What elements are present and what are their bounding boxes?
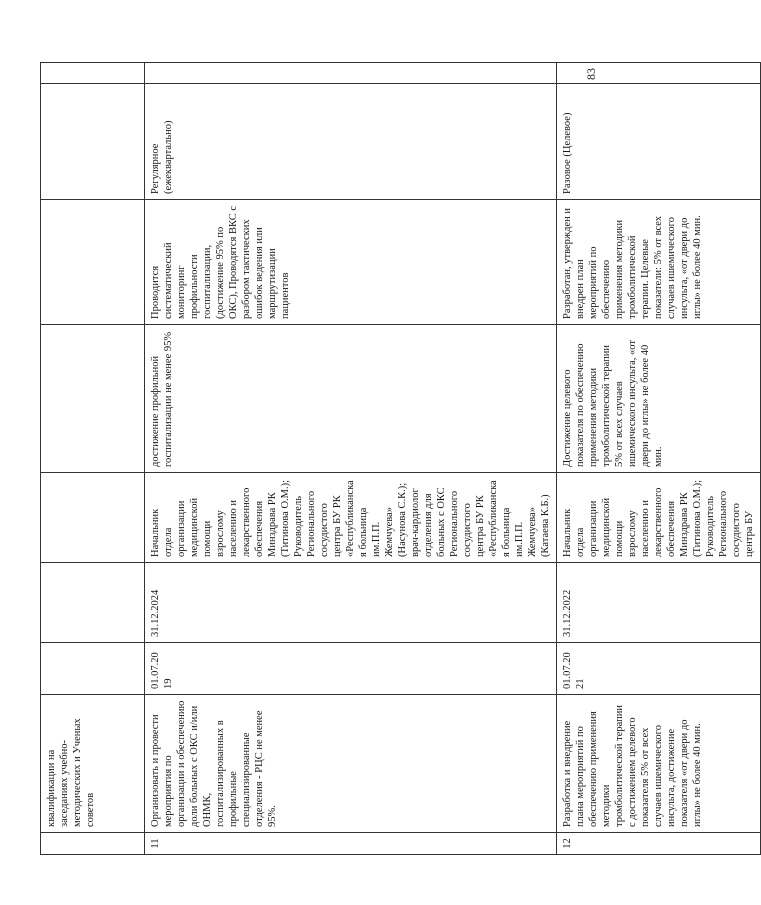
cell-task: Разработка и внедрение плана мероприятий по обеспечению применения методики тромболитической терапии с достижением целевого показателя 5% от всех случаев ишемического инсульта, достижение показателя «от двери до иглы» не более 40 мин. [557,695,761,833]
cell-start: 01.07.2019 [145,643,557,695]
table-row [145,63,557,855]
cell-periodicity: Разовое (Целевое) [557,84,761,200]
cell-end: 31.12.2024 [145,563,557,643]
cell-end [41,563,145,643]
cell-status [41,200,145,325]
table-row [557,63,761,855]
cell-responsible: Начальник отдела организации медицинской помощи взрослому населению и лекарственного обеспечения Минздрава РК (Титинова О.М.); Руководитель Регионального сосудистого центра БУ РК «Республиканская больница им.П.П. Жемчуева» (Насунова С.К.); врач-кардиолог отделения для больных с ОКС Регионального сосудистого центра БУ РК «Республиканская больница им.П.П. Жемчуева» (Катаева К.Б.) [145,473,557,563]
cell-num: 11 [145,833,557,855]
cell-result: Достижение целевого показателя по обеспечению применения методики тромболитической терапии 5% от всех случаев ишемического инсульта, «от двери до иглы» не более 40 мин. [557,325,761,473]
plan-table [40,62,761,855]
cell-status: Разработан, утвержден и внедрен план мероприятий по обеспечению применения методики тромболитической терапии. Целевые показатели: 5% от всех случаев ишемического инсульта, «от двери до иглы» не более 40 мин. [557,200,761,325]
cell-task: Организовать и провести мероприятия по организации и обеспечению доли больных с ОКС и/или ОНМК, госпитализированных в профильные специализированные отделения - РЦС не менее 95%. [145,695,557,833]
cell-start [41,643,145,695]
cell-extra [145,63,557,84]
cell-status: Проводится систематический мониторинг профильности госпитализации, (достижение 95% по ОКС), Проводятся ВКС с разбором тактических ошибок ведения или маршрутизации пациентов [145,200,557,325]
cell-responsible: Начальник отдела организации медицинской помощи взрослому населению и лекарственного обеспечения Минздрава РК (Титинова О.М.); Руководитель Регионального сосудистого центра БУ [557,473,761,563]
cell-start: 01.07.2021 [557,643,761,695]
cell-end: 31.12.2022 [557,563,761,643]
cell-num [41,833,145,855]
cell-periodicity [41,84,145,200]
table-row [41,63,145,855]
cell-task: квалификации на заседаниях учебно-методических и Ученых советов [41,695,145,833]
cell-result [41,325,145,473]
page-number: 83 [584,68,598,80]
cell-periodicity: Регулярное (ежеквартально) [145,84,557,200]
cell-extra [41,63,145,84]
cell-result: достижение профильной госпитализации не менее 95% [145,325,557,473]
cell-responsible [41,473,145,563]
cell-num: 12 [557,833,761,855]
